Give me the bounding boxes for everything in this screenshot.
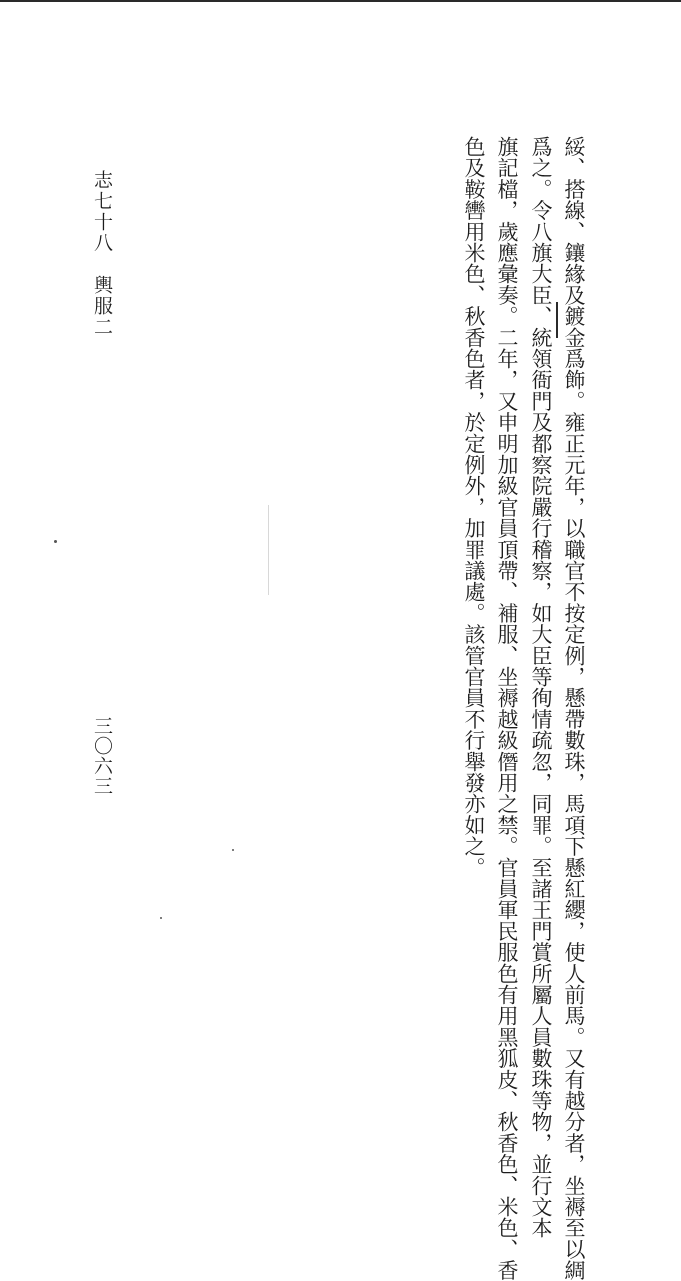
top-border-line [0, 0, 681, 2]
text-column-3: 旗記檔，歲應彙奏。二年，又申明加級官員頂帶、補服、坐褥越級僭用之禁。官員軍民服色有用黑狐皮、秋香色、米色、香 [495, 136, 519, 1281]
scan-speck [268, 505, 269, 595]
scan-speck [54, 540, 57, 543]
text-column-1: 綏、搭線、鑲緣及鍍金爲飾。雍正元年，以職官不按定例，懸帶數珠，馬項下懸紅纓，使人前馬。又有越分者，坐褥至以綢 [562, 136, 586, 1281]
margin-title: 志七十八 輿服二 [91, 170, 113, 338]
page-number: 三〇六三 [91, 716, 113, 796]
proper-name-mark [556, 302, 558, 338]
scan-speck [232, 849, 234, 851]
text-column-2: 爲之。令八旗大臣、統領衙門及都察院嚴行稽察，如大臣等徇情疏忽，同罪。至諸王門賞所屬人員數珠等物，並行文本 [529, 136, 553, 1239]
scan-speck [160, 917, 162, 919]
text-column-4: 色及鞍轡用米色、秋香色者，於定例外，加罪議處。該管官員不行舉發亦如之。 [462, 136, 486, 878]
